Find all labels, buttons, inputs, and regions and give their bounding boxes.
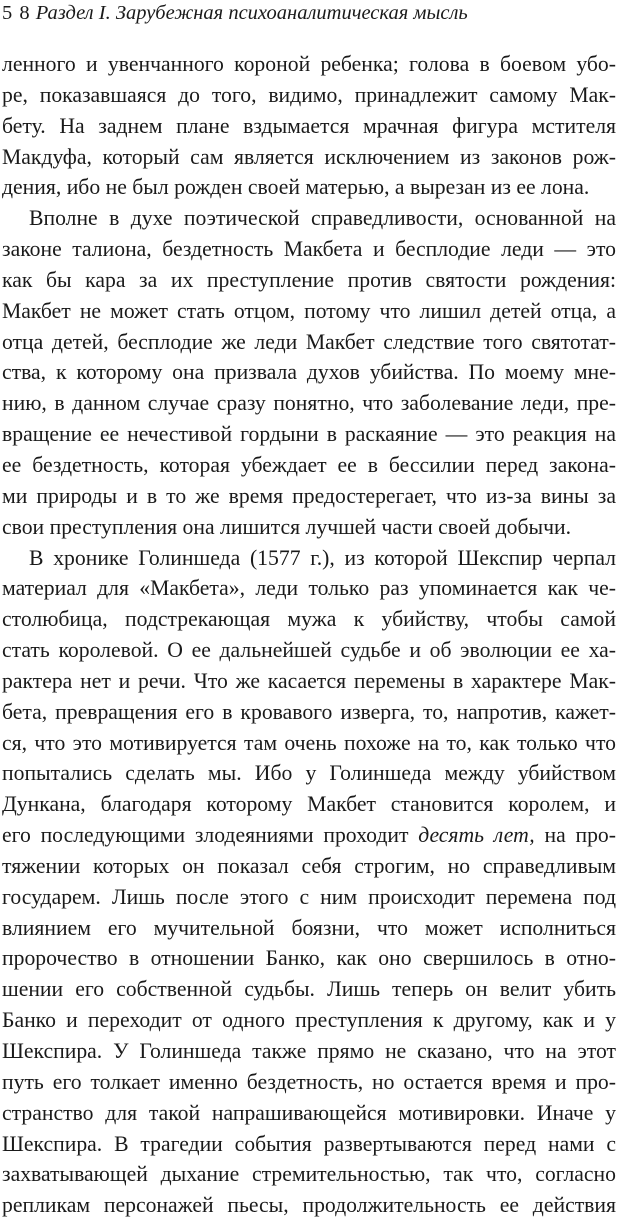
text-line: свои преступления она лишится лучшей части своей добычи. [2,514,572,539]
text-line: захватывающей дыхание стремительностью, так что, согласно [2,1162,616,1187]
running-header [2,0,468,28]
text-line: репликам персонажей пьесы, продолжительность ее действия [2,1193,616,1218]
paragraph-first-line: Вполне в духе поэтической справедливости, основанной на [29,206,616,231]
text-line: ства, к которому она призвала духов убийства. По моему мне- [2,360,616,385]
emphasized-text: десять лет, [418,823,535,848]
text-line: столюбица, подстрекающая мужа к убийству, чтобы самой [2,607,616,632]
text-line: попытались сделать мы. Ибо у Голиншеда между убийством [2,761,616,786]
text-line: отца детей, бесплодие же леди Макбет следствие того святотат- [2,329,616,354]
text-line: дения, ибо не был рожден своей матерью, а вырезан из ее лона. [2,175,590,200]
text-line: бету. На заднем плане вздымается мрачная фигура мстителя [2,113,616,138]
text-line: законе талиона, бездетность Макбета и бесплодие леди — это [2,237,616,262]
text-line: ся, что это мотивируется там очень похоже на то, как только что [2,730,616,755]
text-line: материал для «Макбета», леди только раз упоминается как че- [2,576,616,601]
text-line: вращение ее нечестивой гордыни в раскаяние — это реакция на [2,422,616,447]
text-line: тяжении которых он показал себя строгим, но справедливым [2,853,616,878]
text-line: странство для такой напрашивающейся мотивировки. Иначе у [2,1100,616,1125]
text-line: государем. Лишь после этого с ним происходит перемена под [2,884,616,909]
text-line: Макбет не может стать отцом, потому что лишил детей отца, а [2,298,616,323]
text-line: путь его толкает именно бездетность, но остается время и про- [2,1069,616,1094]
text-line: шении его собственной судьбы. Лишь теперь он велит убить [2,977,616,1002]
text-line: Дункана, благодаря которому Макбет становится королем, и [2,792,616,817]
text-line: Шекспира. В трагедии события развертываются перед нами с [2,1131,616,1156]
body-text [2,49,616,1221]
text-line: Макдуфа, который сам является исключением из законов рож- [2,144,616,169]
text-line: нию, в данном случае сразу понятно, что заболевание леди, пре- [2,391,616,416]
text-segment: его последующими злодеяниями проходит [2,823,419,848]
text-line: Банко и переходит от одного преступления к другому, как и у [2,1008,616,1033]
text-line: как бы кара за их преступление против святости рождения: [2,267,616,292]
text-line: стать королевой. О ее дальнейшей судьбе и об эволюции ее ха- [2,638,616,663]
text-line: ре, показавшаяся до того, видимо, принадлежит самому Мак- [2,82,616,107]
paragraph-first-line: В хронике Голиншеда (1577 г.), из которой Шекспир черпал [29,545,616,570]
text-line: влиянием его мучительной боязни, что может исполниться [2,915,616,940]
text-line: ее бездетность, которая убеждает ее в бессилии перед закона- [2,452,616,477]
text-line: ми природы и в то же время предостерегает, что из-за вины за [2,483,616,508]
text-line-with-emphasis [2,820,616,851]
page-number: 5 8 [2,2,31,24]
text-line: пророчество в отношении Банко, как оно свершилось в отно- [2,946,616,971]
text-line: ленного и увенчанного короной ребенка; голова в боевом убо- [2,52,616,76]
text-line: бета, превращения его в кровавого изверга, то, напротив, кажет- [2,699,616,724]
text-line: Шекспира. У Голиншеда также прямо не сказано, что на этот [2,1039,616,1063]
section-title: Раздел I. Зарубежная психоаналитическая мысль [35,2,468,24]
text-line: рактера нет и речи. Что же касается перемены в характере Мак- [2,668,616,693]
text-segment: на про- [534,823,616,848]
